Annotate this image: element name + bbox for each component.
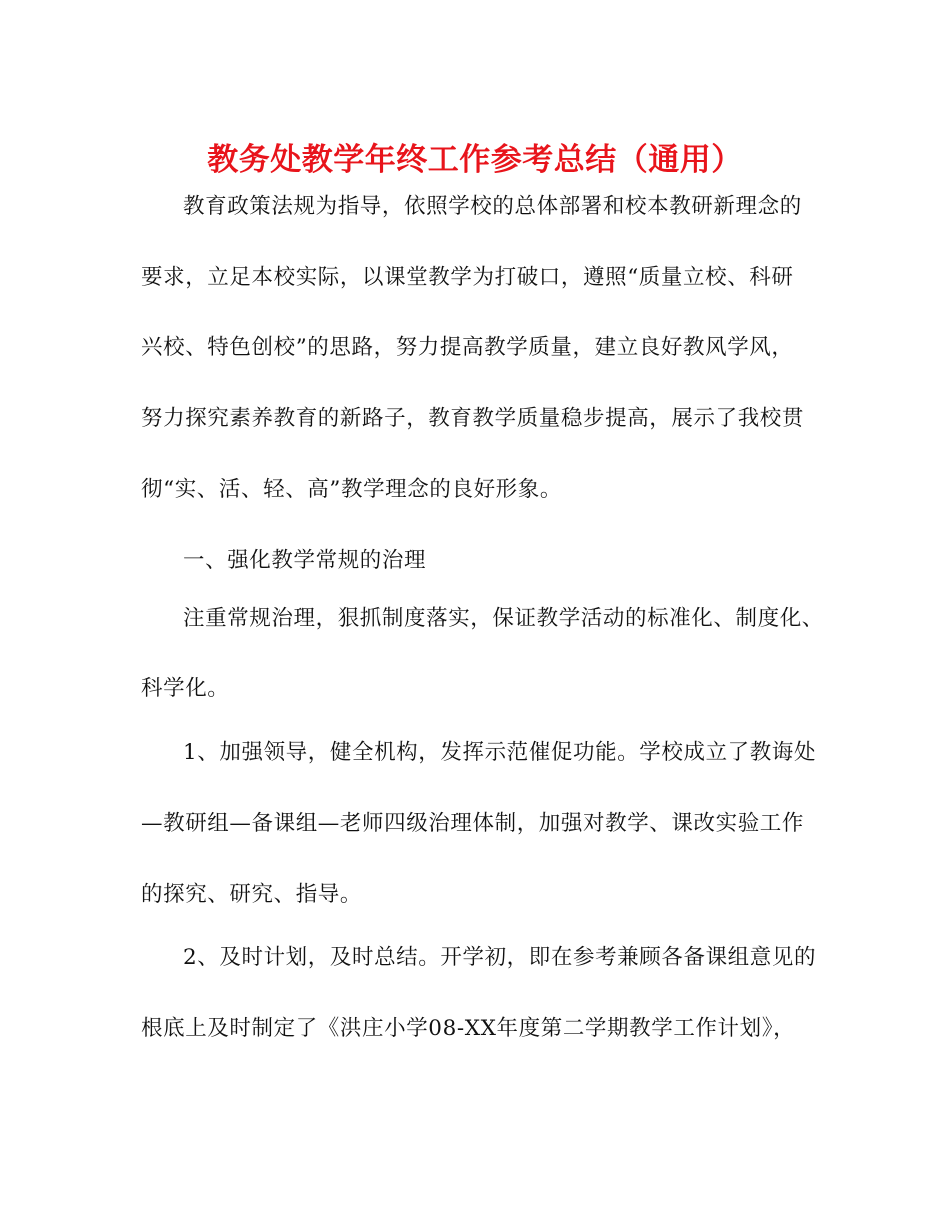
paragraph-line: 彻“实、活、轻、高”教学理念的良好形象。 <box>141 477 562 502</box>
paragraph-line: 1、加强领导，健全机构，发挥示范催促功能。学校成立了教诲处 <box>183 740 817 765</box>
paragraph-line: 科学化。 <box>141 676 230 701</box>
paragraph-line: 教育政策法规为指导，依照学校的总体部署和校本教研新理念的 <box>183 194 802 219</box>
document-title: 教务处教学年终工作参考总结（通用） <box>207 142 743 178</box>
paragraph-line: —教研组—备课组—老师四级治理体制，加强对教学、课改实验工作 <box>141 811 805 836</box>
paragraph-line: 努力探究素养教育的新路子，教育教学质量稳步提高，展示了我校贯 <box>141 406 805 431</box>
paragraph-line: 要求，立足本校实际，以课堂教学为打破口，遵照“质量立校、科研 <box>141 265 794 290</box>
section-heading: 一、强化教学常规的治理 <box>183 548 427 573</box>
paragraph-line: 2、及时计划，及时总结。开学初，即在参考兼顾各备课组意见的 <box>183 945 817 970</box>
paragraph-line: 根底上及时制定了《洪庄小学08-XX年度第二学期教学工作计划》， <box>141 1016 796 1041</box>
paragraph-line: 注重常规治理，狠抓制度落实，保证教学活动的标准化、制度化、 <box>183 606 824 631</box>
paragraph-line: 兴校、特色创校”的思路，努力提高教学质量，建立良好教风学风， <box>141 335 794 360</box>
paragraph-line: 的探究、研究、指导。 <box>141 882 363 907</box>
